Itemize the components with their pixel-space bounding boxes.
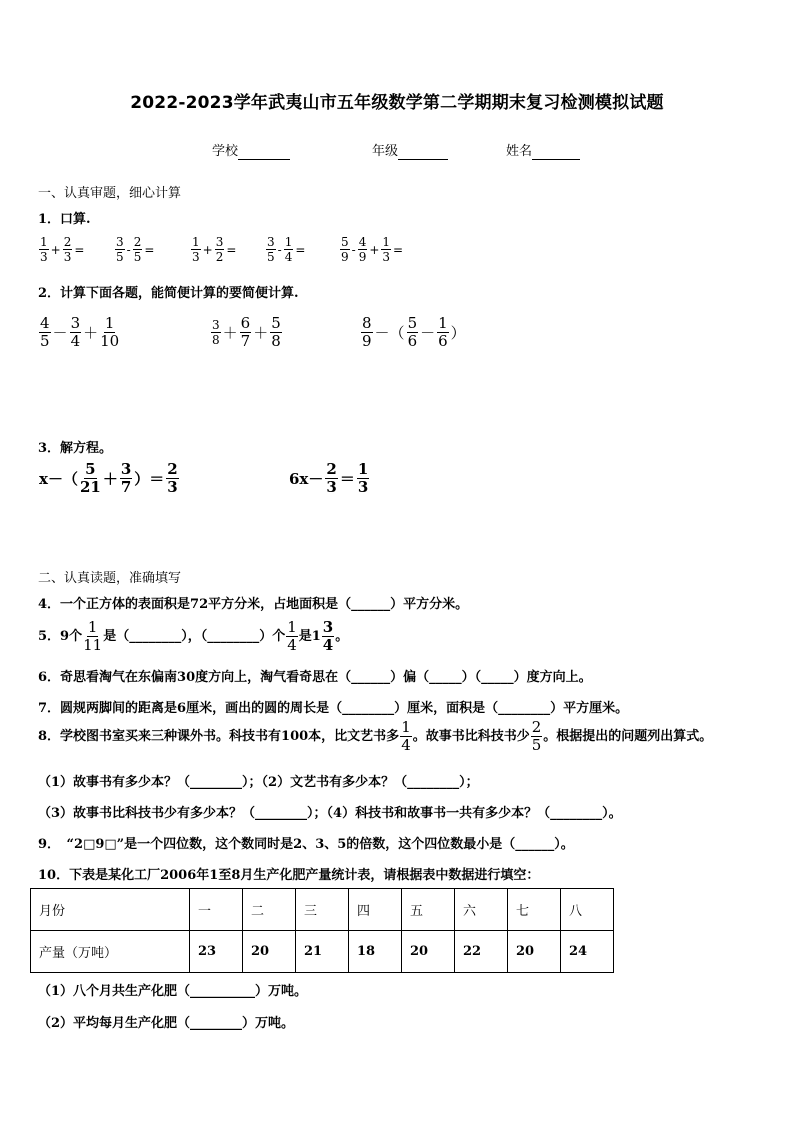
q5-text: 5．9个 $\frac{1}{11}$ 是（________），（________）个 $\frac{1}{4}$ 是1 $\frac{3}{4}$ 。 bbox=[38, 618, 349, 654]
grade-label: 年级 bbox=[372, 144, 399, 159]
table-cell: 21 bbox=[296, 931, 349, 973]
section2-heading: 二、认真读题，准确填写 bbox=[38, 571, 182, 586]
school-blank[interactable] bbox=[238, 144, 290, 160]
school-label: 学校 bbox=[212, 144, 239, 159]
table-cell: 六 bbox=[455, 889, 508, 931]
table-cell: 七 bbox=[508, 889, 561, 931]
name-label: 姓名 bbox=[506, 144, 533, 159]
name-field[interactable] bbox=[506, 140, 580, 160]
table-cell: 20 bbox=[508, 931, 561, 973]
q1-item-2: $\frac{3}{5}$ - $\frac{2}{5}$ = bbox=[116, 235, 155, 264]
table-row bbox=[31, 931, 614, 973]
q4-text: 4．一个正方体的表面积是72平方分米，占地面积是（______）平方分米。 bbox=[38, 597, 469, 612]
table-cell: 22 bbox=[455, 931, 508, 973]
table-cell: 四 bbox=[349, 889, 402, 931]
table-cell: 二 bbox=[243, 889, 296, 931]
table-cell: 20 bbox=[402, 931, 455, 973]
q2-label: 2．计算下面各题，能简便计算的要简便计算. bbox=[38, 286, 299, 301]
q10-sub-1: （1）八个月共生产化肥（__________）万吨。 bbox=[38, 984, 308, 999]
q1-item-4: $\frac{3}{5}$ - $\frac{1}{4}$ = bbox=[267, 235, 306, 264]
q10-sub-2: （2）平均每月生产化肥（________）万吨。 bbox=[38, 1016, 295, 1031]
q1-item-3: $\frac{1}{3}$ + $\frac{3}{2}$ = bbox=[192, 235, 237, 264]
q1-item-5: $\frac{5}{9}$ - $\frac{4}{9}$ + $\frac{1}{3}$ = bbox=[341, 235, 404, 264]
table-cell: 24 bbox=[561, 931, 614, 973]
q6-text: 6．奇思看淘气在东偏南30度方向上，淘气看奇思在（______）偏（_____）（_____）度方向上。 bbox=[38, 670, 592, 685]
section1-heading: 一、认真审题，细心计算 bbox=[38, 186, 182, 201]
name-blank[interactable] bbox=[532, 144, 580, 160]
q7-text: 7．圆规两脚间的距离是6厘米，画出的圆的周长是（________）厘米，面积是（________）平方厘米。 bbox=[38, 701, 629, 716]
page-title: 2022-2023学年武夷山市五年级数学第二学期期末复习检测模拟试题 bbox=[130, 93, 664, 113]
q10-text: 10．下表是某化工厂2006年1至8月生产化肥产量统计表，请根据表中数据进行填空： bbox=[38, 868, 540, 883]
table-cell: 三 bbox=[296, 889, 349, 931]
table-cell: 五 bbox=[402, 889, 455, 931]
table-cell: 18 bbox=[349, 931, 402, 973]
table-cell: 月份 bbox=[31, 889, 190, 931]
table-cell: 产量（万吨） bbox=[31, 931, 190, 973]
q8-sub-1: （1）故事书有多少本？（________）；（2）文艺书有多少本？（________）； bbox=[38, 775, 479, 790]
q8-sub-2: （3）故事书比科技书少有多少本？（________）；（4）科技书和故事书一共有多少本？（________）。 bbox=[38, 806, 622, 821]
q9-text: 9． “2□9□”是一个四位数，这个数同时是2、3、5的倍数，这个四位数最小是（______）。 bbox=[38, 837, 574, 852]
q3-equation-2: 6x－ $\frac{2}{3}$ ＝ $\frac{1}{3}$ bbox=[289, 460, 369, 496]
q1-item-1: $\frac{1}{3}$ + $\frac{2}{3}$ = bbox=[40, 235, 85, 264]
school-field[interactable] bbox=[212, 140, 290, 160]
q2-expr-1: $\frac{4}{5}$ － $\frac{3}{4}$ ＋ $\frac{1}{10}$ bbox=[40, 314, 120, 350]
q3-equation-1: x－（ $\frac{5}{21}$ ＋ $\frac{3}{7}$ ）＝ $\frac{2}{3}$ bbox=[39, 460, 178, 496]
table-cell: 23 bbox=[190, 931, 243, 973]
q8-text: 8．学校图书室买来三种课外书。科技书有100本，比文艺书多 $\frac{1}{4}$ 。故事书比科技书少 $\frac{2}{5}$ 。根据提出的问题列出算式。 bbox=[38, 718, 713, 754]
q3-label: 3．解方程。 bbox=[38, 441, 113, 456]
production-table bbox=[30, 888, 614, 973]
table-cell: 20 bbox=[243, 931, 296, 973]
grade-blank[interactable] bbox=[398, 144, 448, 160]
grade-field[interactable] bbox=[372, 140, 448, 160]
table-cell: 一 bbox=[190, 889, 243, 931]
table-cell: 八 bbox=[561, 889, 614, 931]
q2-expr-2: $\frac{3}{8}$ ＋ $\frac{6}{7}$ ＋ $\frac{5}{8}$ bbox=[212, 314, 281, 350]
q1-label: 1．口算. bbox=[38, 212, 91, 227]
table-row bbox=[31, 889, 614, 931]
q2-expr-3: $\frac{8}{9}$ －（ $\frac{5}{6}$ － $\frac{1}{6}$ ） bbox=[362, 314, 466, 350]
